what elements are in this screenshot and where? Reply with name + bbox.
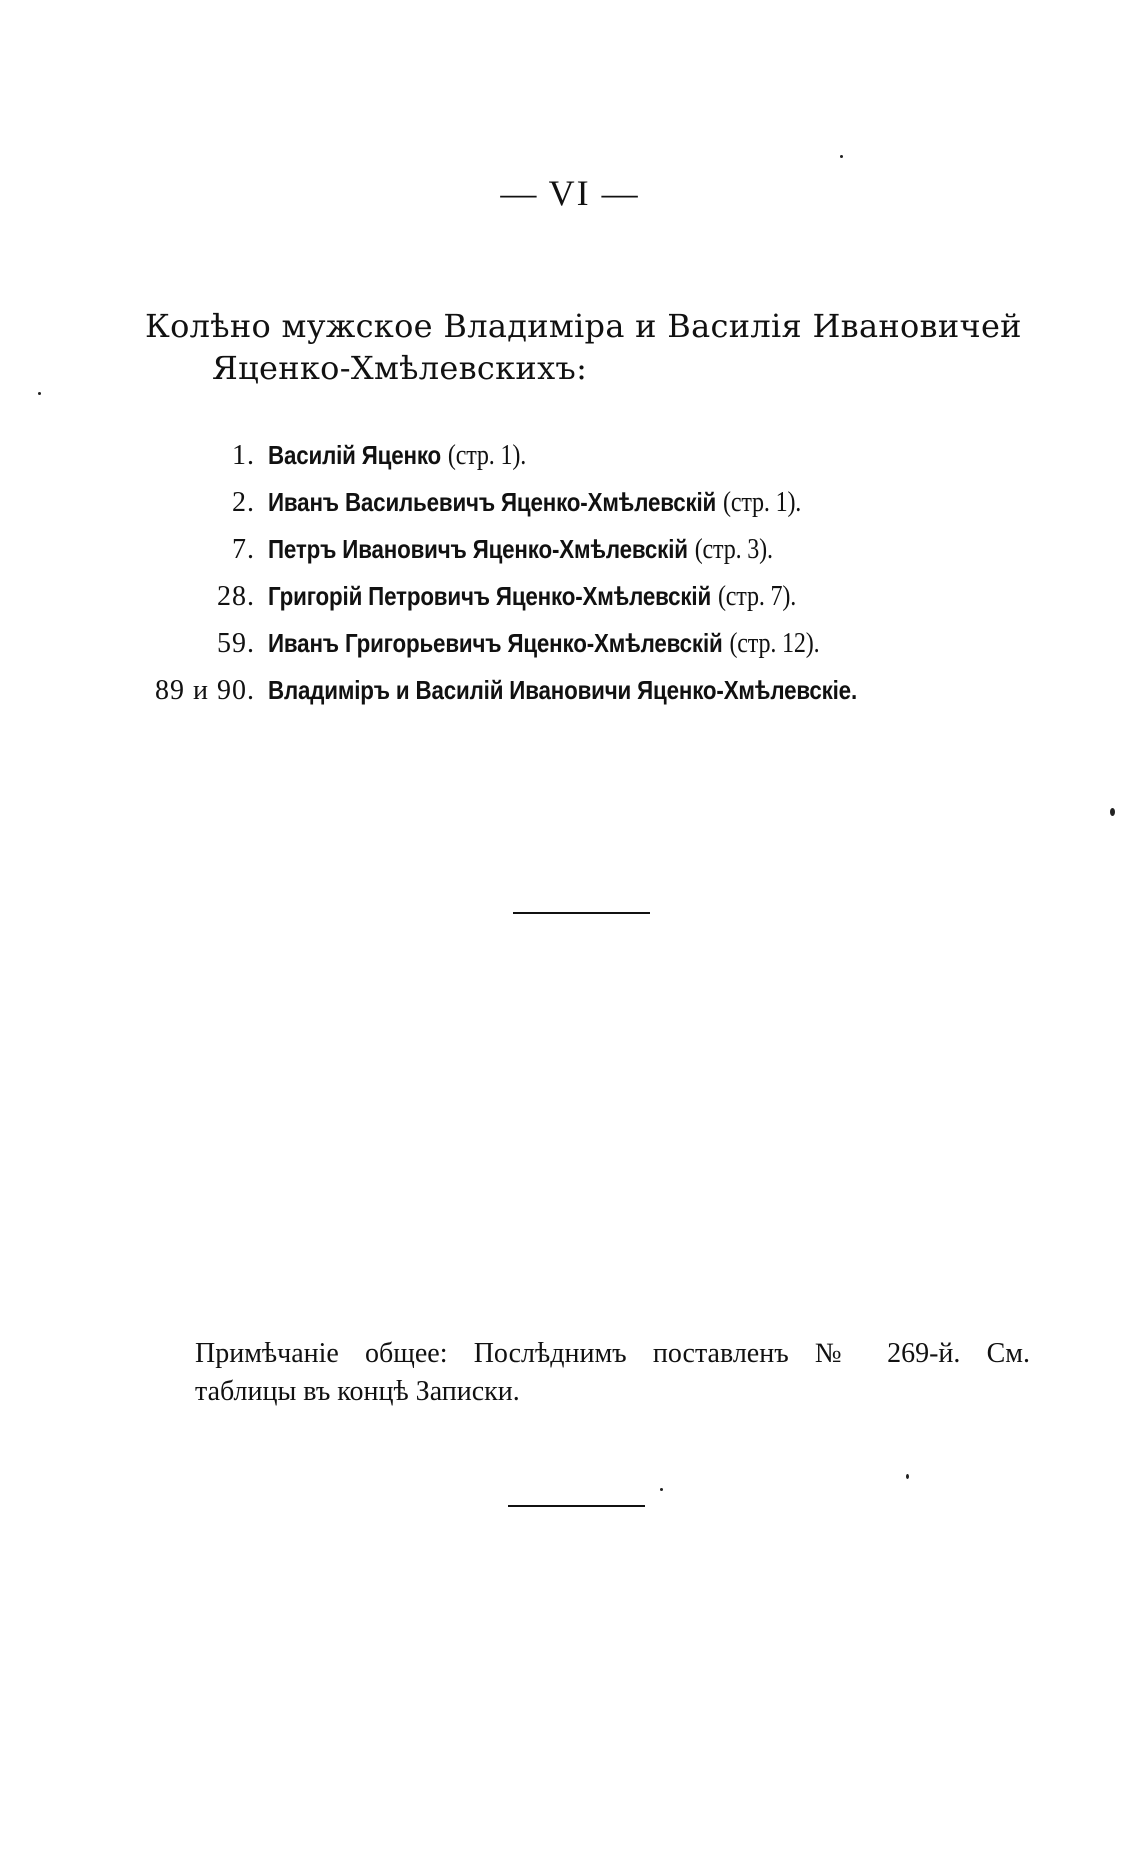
entry-number: 59. (217, 628, 255, 659)
list-item (0, 487, 1140, 531)
entry-name (268, 628, 819, 660)
heading-line-1: Колѣно мужское Владиміра и Василія Ивановичей (145, 307, 1022, 345)
ink-speck (840, 155, 843, 158)
list-item (0, 534, 1140, 578)
entry-name-text: Владиміръ и Василій Ивановичи Яценко-Хмѣлевскіе. (268, 675, 857, 705)
entry-name (268, 440, 526, 472)
entry-name (268, 581, 796, 613)
section-divider-bottom (508, 1505, 645, 1507)
entry-number: 7. (232, 534, 255, 565)
section-divider-top (513, 912, 650, 914)
list-item (0, 675, 1140, 719)
entry-name-text: Василій Яценко (268, 440, 442, 470)
entry-name-text: Иванъ Григорьевичъ Яценко-Хмѣлевскій (268, 628, 723, 658)
list-item (0, 440, 1140, 484)
page-number: — VI — (500, 173, 640, 213)
entry-name-text: Петръ Ивановичъ Яценко-Хмѣлевскій (268, 534, 688, 564)
entry-page-ref: (стр. 7). (717, 581, 797, 612)
entry-number: 1. (232, 440, 255, 471)
entry-name (268, 487, 801, 519)
entry-number: 89 и 90. (155, 675, 255, 706)
heading-line-2: Яценко-Хмѣлевскихъ: (212, 349, 588, 387)
entry-page-ref: (стр. 1). (723, 487, 802, 518)
general-note (195, 1335, 1030, 1411)
entry-page-ref: (стр. 1). (447, 440, 527, 471)
ink-speck (906, 1474, 909, 1479)
ink-speck (38, 392, 41, 395)
entry-page-ref: (стр. 12). (729, 628, 820, 659)
entry-page-ref: (стр. 3). (694, 534, 773, 565)
ink-speck (660, 1488, 663, 1491)
list-item (0, 581, 1140, 625)
note-line-2: таблицы въ концѣ Записки. (195, 1376, 520, 1407)
entry-name-text: Григорій Петровичъ Яценко-Хмѣлевскій (268, 581, 712, 611)
list-item (0, 628, 1140, 672)
entry-name (268, 534, 773, 566)
note-line-1: Примѣчаніе общее: Послѣднимъ поставленъ № 269-й. См. (195, 1338, 1030, 1369)
ink-speck (1110, 808, 1115, 816)
entry-number: 28. (217, 581, 255, 612)
entry-number: 2. (232, 487, 255, 518)
entry-name-text: Иванъ Васильевичъ Яценко-Хмѣлевскій (268, 487, 717, 517)
section-heading (145, 305, 1022, 389)
entry-name (268, 675, 864, 707)
